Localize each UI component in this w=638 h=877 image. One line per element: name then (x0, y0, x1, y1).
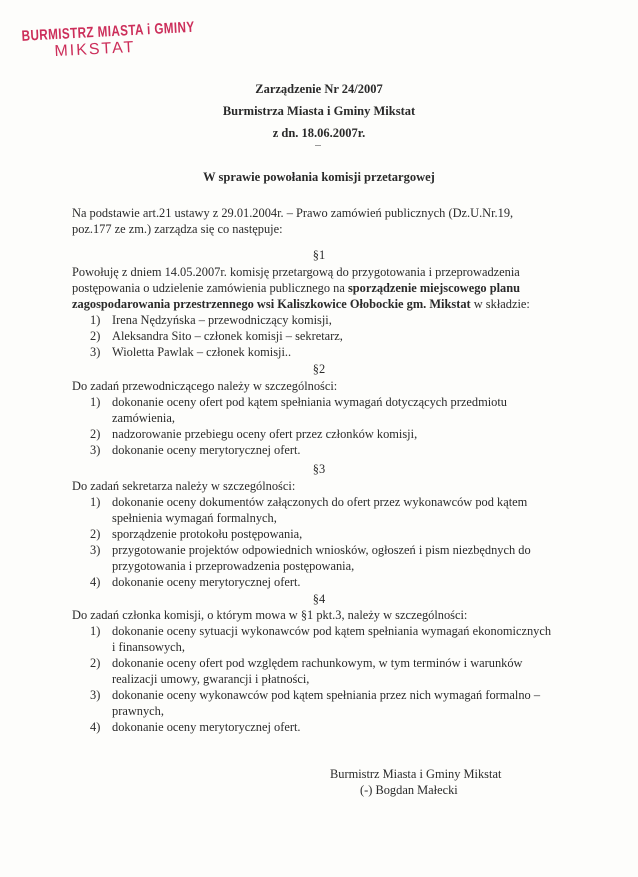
list-item: 2) Aleksandra Sito – członek komisji – sekretarz, (90, 329, 343, 343)
list-item: 3) dokonanie oceny merytorycznej ofert. (90, 443, 301, 457)
issue-date: z dn. 18.06.2007r. (272, 126, 366, 140)
member-duties-list (72, 623, 552, 735)
section-1-body (72, 264, 552, 360)
secretary-duties-list (72, 494, 552, 590)
list-item: 2) dokonanie oceny ofert pod względem rachunkowym, w tym terminów i warunków realizacji umowy, gwarancji i płatności, (90, 656, 523, 686)
section-3-mark: §3 (312, 462, 326, 476)
intro-paragraph: Na podstawie art.21 ustawy z 29.01.2004r. – Prawo zamówień publicznych (Dz.U.Nr.19, poz.177 ze zm.) zarządza się co następuje: (72, 206, 514, 236)
section-4-lead: Do zadań członka komisji, o którym mowa w §1 pkt.3, należy w szczególności: (72, 608, 468, 622)
committee-list (72, 312, 552, 360)
section-1-paragraph (72, 264, 552, 312)
chairman-duties-list (72, 394, 552, 458)
signatory-title: Burmistrz Miasta i Gminy Mikstat (330, 767, 502, 781)
section-4-mark: §4 (312, 592, 326, 606)
list-item: 1) dokonanie oceny sytuacji wykonawców pod kątem spełniania wymagań ekonomicznych i finansowych, (90, 624, 552, 654)
scan-speck (315, 145, 321, 146)
stamp-line-2: MIKSTAT (54, 39, 136, 61)
section-1-text-end: w składzie: (470, 297, 530, 311)
section-3-lead: Do zadań sekretarza należy w szczególności: (72, 479, 296, 493)
list-item: 4) dokonanie oceny merytorycznej ofert. (90, 575, 301, 589)
document-title: W sprawie powołania komisji przetargowej (203, 170, 435, 184)
section-2-mark: §2 (312, 362, 326, 376)
list-item: 3) przygotowanie projektów odpowiednich wniosków, ogłoszeń i pism niezbędnych do przygotowania i przeprowadzenia postępowania, (90, 543, 531, 573)
section-1-mark: §1 (312, 248, 326, 262)
section-2-lead: Do zadań przewodniczącego należy w szczególności: (72, 379, 338, 393)
section-1-bold-text: sporządzenie miejscowego planu zagospodarowania przestrzennego wsi Kaliszkowice Ołobockie gm. Mikstat (72, 281, 521, 311)
list-item: 2) sporządzenie protokołu postępowania, (90, 527, 303, 541)
signature-block (330, 766, 501, 798)
list-item: 2) nadzorowanie przebiegu oceny ofert przez członków komisji, (90, 427, 418, 441)
official-stamp (21, 16, 245, 63)
list-item: 1) dokonanie oceny dokumentów załączonych do ofert przez wykonawców pod kątem spełnienia wymagań formalnych, (90, 495, 528, 525)
list-item: 3) Wioletta Pawlak – członek komisji.. (90, 345, 292, 359)
section-4-body (72, 607, 552, 735)
list-item: 1) Irena Nędzyńska – przewodniczący komisji, (90, 313, 332, 327)
document-header (0, 82, 638, 141)
list-item: 1) dokonanie oceny ofert pod kątem spełniania wymagań dotyczących przedmiotu zamówienia, (90, 395, 507, 425)
list-item: 3) dokonanie oceny wykonawców pod kątem spełniania przez nich wymagań formalno – prawnych, (90, 688, 541, 718)
section-2-body (72, 378, 552, 458)
issuer: Burmistrza Miasta i Gminy Mikstat (222, 104, 416, 118)
ordinance-number: Zarządzenie Nr 24/2007 (255, 82, 383, 96)
section-3-body (72, 478, 552, 590)
section-1-text: Powołuję z dniem 14.05.2007r. komisję przetargową do przygotowania i przeprowadzenia postępowania o udzielenie zamówienia publicznego na (72, 265, 520, 295)
list-item: 4) dokonanie oceny merytorycznej ofert. (90, 720, 301, 734)
signatory-name: (-) Bogdan Małecki (360, 783, 458, 797)
stamp-line-1: BURMISTRZ MIASTA i GMINY (21, 18, 196, 45)
